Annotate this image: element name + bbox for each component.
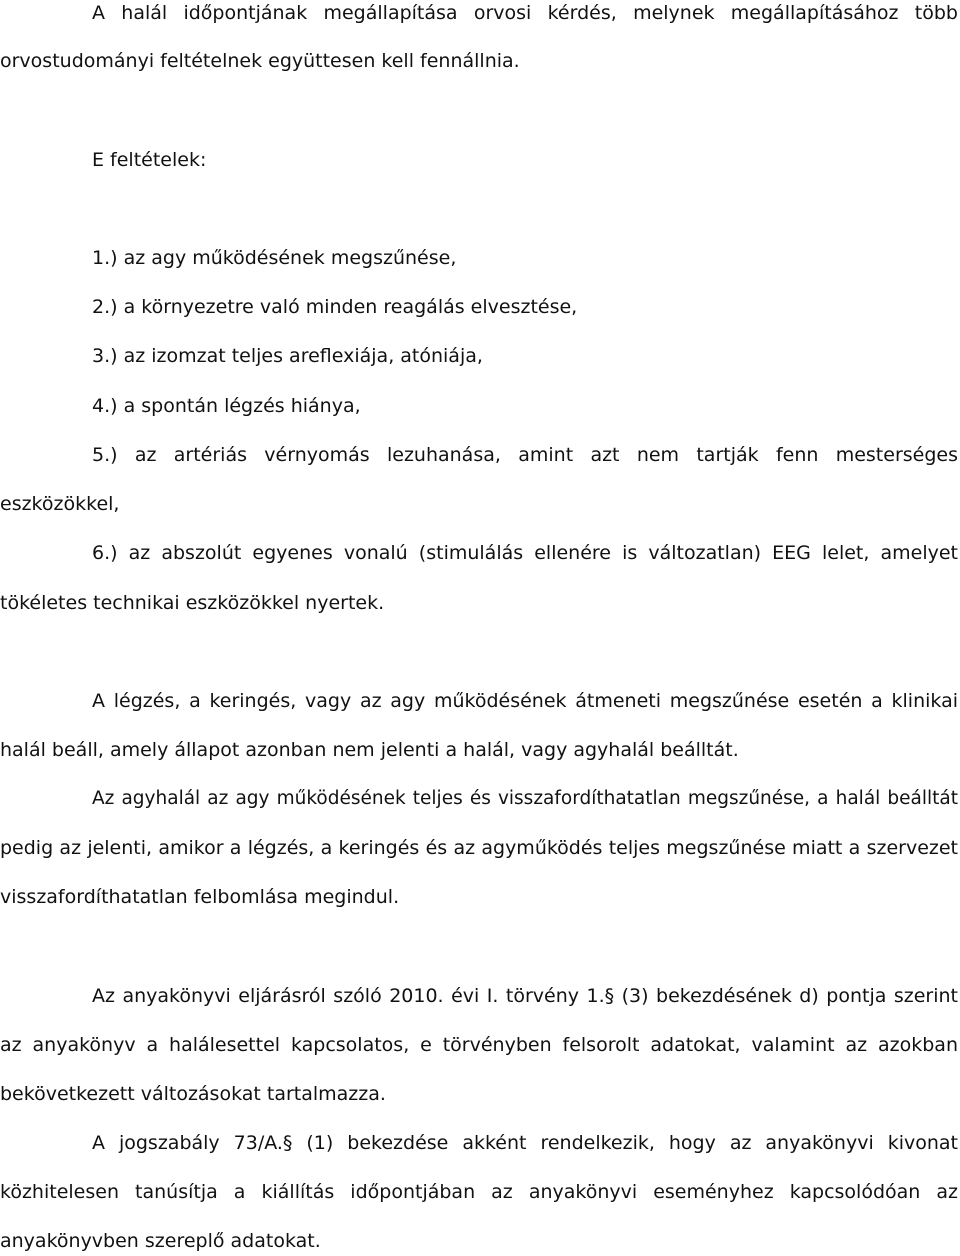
list-item-continuation: tökéletes technikai eszközökkel nyertek. [0, 592, 385, 614]
paragraph-line: orvostudományi feltételnek együttesen kell fennállnia. [0, 50, 520, 72]
paragraph-line: Az agyhalál az agy működésének teljes és visszafordíthatatlan megszűnése, a halál beálltát [92, 788, 958, 809]
paragraph-line: az anyakönyv a halálesettel kapcsolatos, e törvényben felsorolt adatokat, valamint az azokban [0, 1034, 958, 1056]
section-label: E feltételek: [92, 149, 207, 171]
paragraph-line: közhitelesen tanúsítja a kiállítás időpontjában az anyakönyvi eseményhez kapcsolódóan az [0, 1181, 958, 1203]
paragraph-line: pedig az jelenti, amikor a légzés, a keringés és az agyműködés teljes megszűnése miatt a szervezet [0, 837, 958, 859]
paragraph-line: visszafordíthatatlan felbomlása megindul. [0, 886, 400, 908]
list-item: 1.) az agy működésének megszűnése, [92, 247, 457, 269]
paragraph-line: A halál időpontjának megállapítása orvosi kérdés, melynek megállapításához több [92, 2, 958, 24]
list-item: 2.) a környezetre való minden reagálás elvesztése, [92, 296, 578, 318]
paragraph-line: Az anyakönyvi eljárásról szóló 2010. évi I. törvény 1.§ (3) bekezdésének d) pontja szerint [92, 985, 958, 1007]
list-item: 3.) az izomzat teljes areflexiája, atóniája, [92, 345, 483, 367]
list-item: 6.) az abszolút egyenes vonalú (stimulálás ellenére is változatlan) EEG lelet, amelyet [92, 542, 958, 564]
paragraph-line: anyakönyvben szereplő adatokat. [0, 1230, 321, 1252]
paragraph-line: bekövetkezett változásokat tartalmazza. [0, 1083, 386, 1105]
paragraph-line: halál beáll, amely állapot azonban nem jelenti a halál, vagy agyhalál beálltát. [0, 739, 739, 761]
paragraph-line: A jogszabály 73/A.§ (1) bekezdése akként rendelkezik, hogy az anyakönyvi kivonat [92, 1132, 958, 1154]
paragraph-line: A légzés, a keringés, vagy az agy működésének átmeneti megszűnése esetén a klinikai [92, 690, 958, 712]
list-item: 4.) a spontán légzés hiánya, [92, 395, 361, 417]
list-item-continuation: eszközökkel, [0, 493, 120, 515]
list-item: 5.) az artériás vérnyomás lezuhanása, amint azt nem tartják fenn mesterséges [92, 444, 958, 466]
